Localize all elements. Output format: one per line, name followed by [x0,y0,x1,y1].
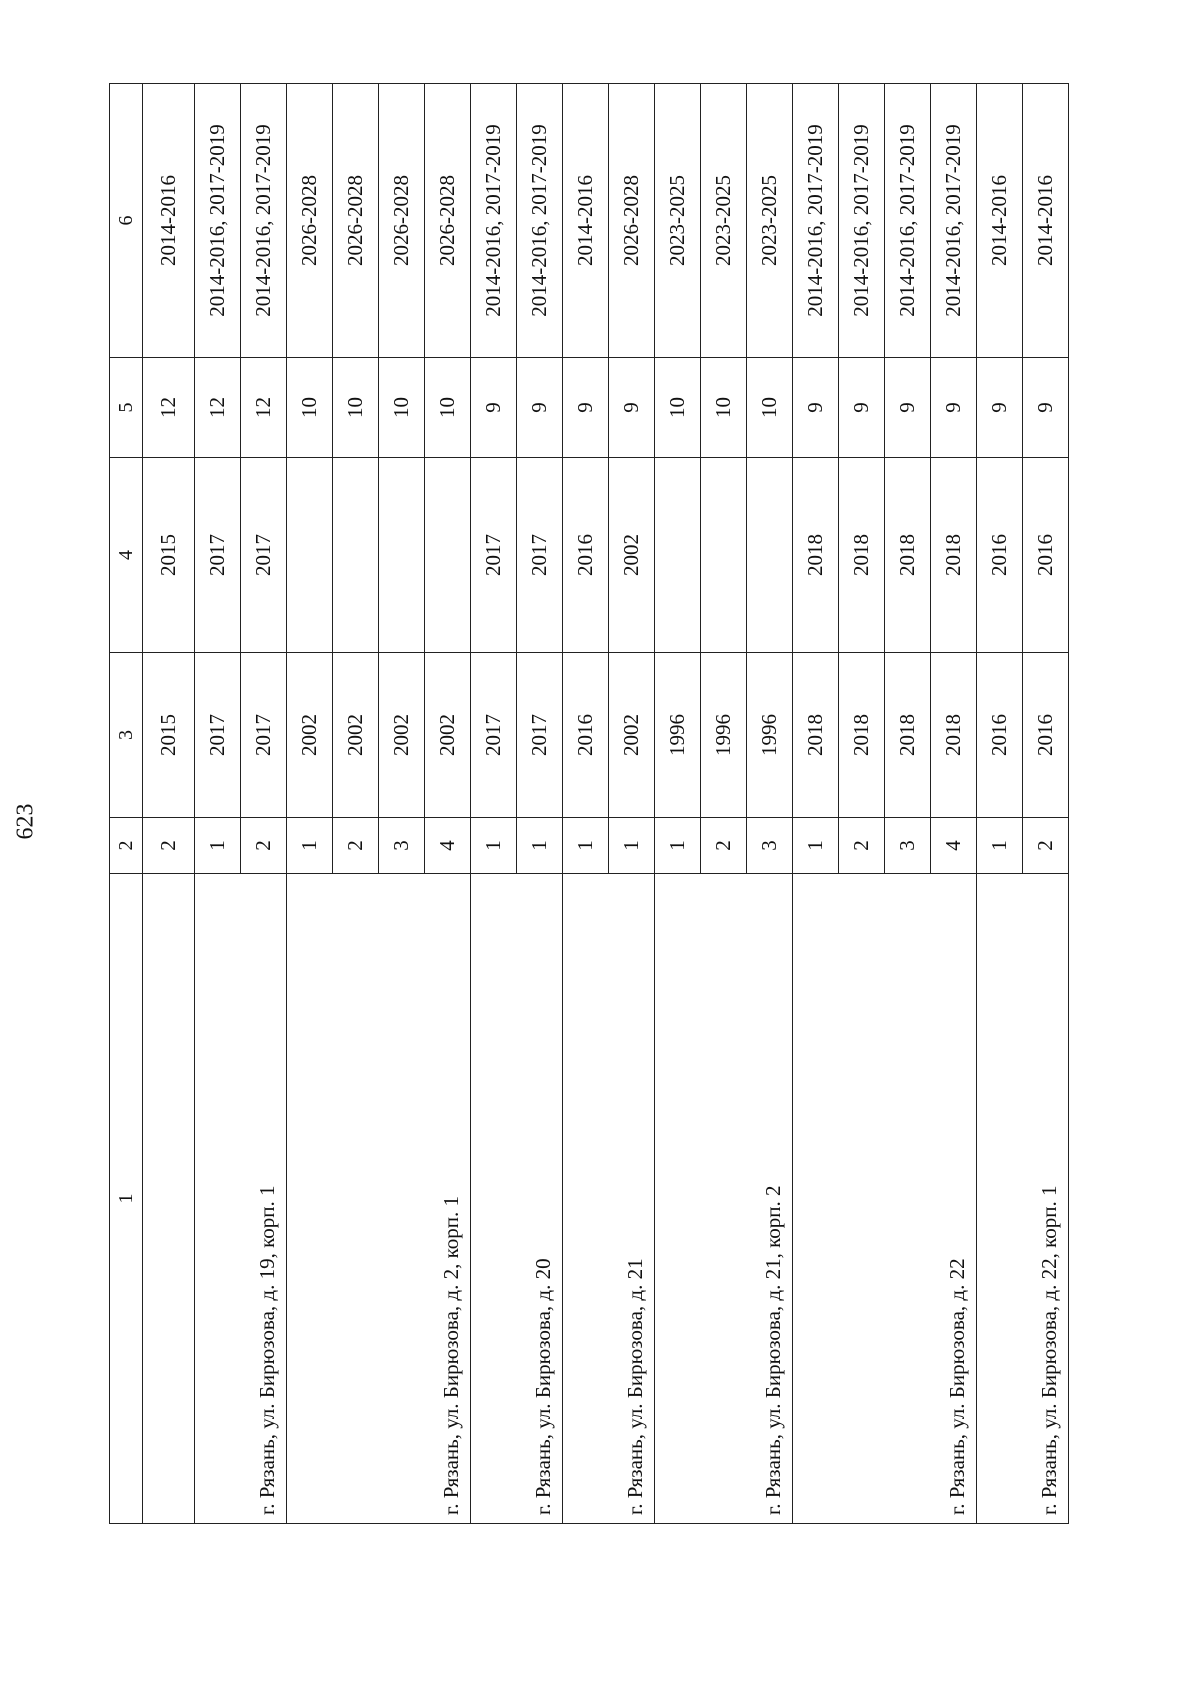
cell-c6: 2026-2028 [609,84,655,358]
cell-c5: 10 [747,358,793,458]
table-row [655,84,701,1524]
address-cell [143,874,195,1524]
address-cell: г. Рязань, ул. Бирюзова, д. 19, корп. 1 [195,874,287,1524]
column-number-cell: 1 [110,874,143,1524]
cell-c4 [425,458,471,653]
cell-c6: 2014-2016 [143,84,195,358]
cell-c4: 2017 [517,458,563,653]
rotated-table-container [109,84,1079,1524]
cell-c2: 2 [143,818,195,874]
cell-c3: 2018 [839,653,885,818]
cell-c2: 1 [977,818,1023,874]
cell-c3: 2016 [563,653,609,818]
cell-c2: 1 [563,818,609,874]
cell-c6: 2023-2025 [747,84,793,358]
cell-c4: 2015 [143,458,195,653]
cell-c6: 2014-2016 [1023,84,1069,358]
cell-c6: 2026-2028 [379,84,425,358]
cell-c4 [287,458,333,653]
cell-c3: 2002 [333,653,379,818]
cell-c5: 9 [471,358,517,458]
column-number-cell: 5 [110,358,143,458]
cell-c6: 2026-2028 [425,84,471,358]
cell-c6: 2014-2016, 2017-2019 [517,84,563,358]
cell-c3: 2018 [885,653,931,818]
cell-c5: 9 [609,358,655,458]
cell-c5: 12 [195,358,241,458]
cell-c4: 2018 [931,458,977,653]
address-cell: г. Рязань, ул. Бирюзова, д. 21 [563,874,655,1524]
cell-c5: 9 [885,358,931,458]
cell-c4 [701,458,747,653]
cell-c3: 2018 [931,653,977,818]
cell-c5: 10 [379,358,425,458]
address-cell: г. Рязань, ул. Бирюзова, д. 22, корп. 1 [977,874,1069,1524]
cell-c5: 10 [333,358,379,458]
cell-c3: 2017 [517,653,563,818]
schedule-table [109,83,1069,1524]
cell-c4: 2016 [977,458,1023,653]
table-row [793,84,839,1524]
cell-c6: 2026-2028 [287,84,333,358]
page-number: 623 [12,803,39,840]
table-row [471,84,517,1524]
cell-c6: 2014-2016 [563,84,609,358]
cell-c2: 1 [609,818,655,874]
column-number-cell: 4 [110,458,143,653]
cell-c3: 2016 [977,653,1023,818]
cell-c5: 9 [563,358,609,458]
cell-c4: 2002 [609,458,655,653]
cell-c4: 2017 [195,458,241,653]
address-cell: г. Рязань, ул. Бирюзова, д. 2, корп. 1 [287,874,471,1524]
cell-c2: 2 [701,818,747,874]
cell-c5: 12 [241,358,287,458]
cell-c6: 2023-2025 [655,84,701,358]
cell-c3: 2016 [1023,653,1069,818]
cell-c4 [379,458,425,653]
cell-c2: 1 [655,818,701,874]
address-cell: г. Рязань, ул. Бирюзова, д. 20 [471,874,563,1524]
address-cell: г. Рязань, ул. Бирюзова, д. 21, корп. 2 [655,874,793,1524]
cell-c2: 2 [241,818,287,874]
cell-c4 [333,458,379,653]
cell-c4 [655,458,701,653]
cell-c6: 2014-2016, 2017-2019 [931,84,977,358]
cell-c3: 1996 [747,653,793,818]
cell-c3: 1996 [701,653,747,818]
cell-c5: 9 [1023,358,1069,458]
cell-c2: 1 [471,818,517,874]
cell-c3: 2002 [287,653,333,818]
cell-c4: 2018 [839,458,885,653]
cell-c2: 4 [931,818,977,874]
cell-c3: 2017 [241,653,287,818]
cell-c2: 3 [885,818,931,874]
cell-c3: 2015 [143,653,195,818]
cell-c5: 9 [977,358,1023,458]
cell-c4: 2018 [885,458,931,653]
column-number-cell: 6 [110,84,143,358]
table-row [143,84,195,1524]
cell-c2: 1 [195,818,241,874]
cell-c2: 1 [793,818,839,874]
cell-c5: 10 [701,358,747,458]
table-body [110,84,1069,1524]
table-row [195,84,241,1524]
cell-c2: 2 [1023,818,1069,874]
table-row [287,84,333,1524]
cell-c6: 2014-2016, 2017-2019 [195,84,241,358]
column-number-row [110,84,143,1524]
cell-c5: 12 [143,358,195,458]
cell-c4: 2016 [563,458,609,653]
cell-c3: 2018 [793,653,839,818]
cell-c6: 2014-2016, 2017-2019 [241,84,287,358]
cell-c4: 2018 [793,458,839,653]
cell-c4: 2017 [471,458,517,653]
cell-c5: 9 [793,358,839,458]
cell-c2: 2 [839,818,885,874]
cell-c6: 2014-2016, 2017-2019 [793,84,839,358]
cell-c2: 4 [425,818,471,874]
cell-c6: 2014-2016, 2017-2019 [471,84,517,358]
column-number-cell: 3 [110,653,143,818]
cell-c2: 1 [517,818,563,874]
cell-c2: 2 [333,818,379,874]
cell-c3: 2017 [195,653,241,818]
cell-c4 [747,458,793,653]
cell-c6: 2014-2016, 2017-2019 [839,84,885,358]
cell-c3: 2002 [379,653,425,818]
cell-c5: 10 [425,358,471,458]
cell-c6: 2014-2016 [977,84,1023,358]
cell-c3: 1996 [655,653,701,818]
column-number-cell: 2 [110,818,143,874]
cell-c5: 10 [287,358,333,458]
cell-c6: 2014-2016, 2017-2019 [885,84,931,358]
cell-c4: 2017 [241,458,287,653]
cell-c6: 2026-2028 [333,84,379,358]
table-row [563,84,609,1524]
cell-c4: 2016 [1023,458,1069,653]
cell-c2: 3 [747,818,793,874]
cell-c2: 1 [287,818,333,874]
cell-c5: 9 [839,358,885,458]
address-cell: г. Рязань, ул. Бирюзова, д. 22 [793,874,977,1524]
cell-c2: 3 [379,818,425,874]
cell-c5: 9 [931,358,977,458]
table-row [977,84,1023,1524]
cell-c3: 2002 [609,653,655,818]
cell-c5: 10 [655,358,701,458]
cell-c3: 2002 [425,653,471,818]
cell-c3: 2017 [471,653,517,818]
cell-c5: 9 [517,358,563,458]
cell-c6: 2023-2025 [701,84,747,358]
